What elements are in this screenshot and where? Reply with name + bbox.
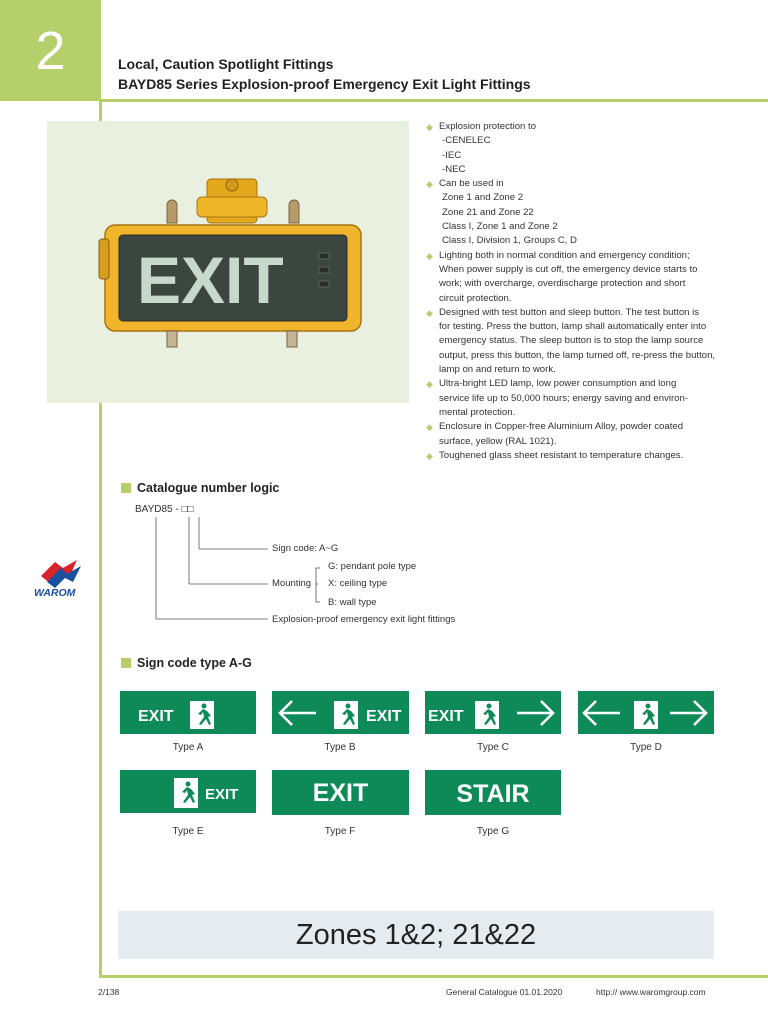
- sign-c-text: EXIT: [428, 708, 464, 725]
- sign-e-text: EXIT: [205, 786, 239, 803]
- sign-code-heading: [121, 656, 252, 670]
- exit-light-fitting-illustration: [47, 121, 409, 403]
- page-title: Local, Caution Spotlight Fittings: [118, 56, 334, 72]
- feature-line: for testing. Press the button, lamp shall automatically enter into: [439, 321, 707, 333]
- sign-type-c: [425, 691, 561, 734]
- mount-g-label: G: pendant pole type: [328, 561, 417, 572]
- feature-line: Toughened glass sheet resistant to temperature changes.: [439, 449, 684, 461]
- sign-g-label: Type G: [476, 826, 510, 837]
- frame-top-line: [101, 99, 768, 102]
- feature-line: When power supply is cut off, the emergency device starts to: [439, 263, 698, 275]
- sign-type-b: [272, 691, 409, 734]
- feature-line: emergency status. The sleep button is to stop the lamp source: [439, 335, 704, 347]
- feature-line: work; with overcharge, overdischarge protection and short: [439, 278, 686, 290]
- page-number: 2/138: [98, 987, 120, 997]
- feature-line: Ultra-bright LED lamp, low power consumption and long: [439, 378, 677, 390]
- catalogue-model: BAYD85 - □□: [135, 504, 194, 515]
- sign-type-d: [578, 691, 714, 734]
- sign-a-label: Type A: [172, 742, 204, 753]
- diamond-bullet-icon: ◆: [426, 250, 433, 261]
- diamond-bullet-icon: ◆: [426, 422, 433, 433]
- sign-d-label: Type D: [630, 742, 662, 753]
- feature-line: output, press this button, the lamp turned off, re-press the button,: [439, 349, 716, 361]
- feature-item: [426, 420, 718, 449]
- feature-line: Enclosure in Copper-free Aluminium Alloy, powder coated: [439, 421, 684, 433]
- feature-line: Class I, Zone 1 and Zone 2: [442, 221, 558, 233]
- feature-line: -CENELEC: [442, 135, 491, 147]
- zones-banner: Zones 1&2; 21&22: [118, 911, 714, 959]
- diamond-bullet-icon: ◆: [426, 450, 433, 461]
- mount-b-label: B: wall type: [328, 597, 377, 608]
- sign-e-label: Type E: [172, 826, 204, 837]
- feature-line: Can be used in: [439, 178, 504, 190]
- feature-line: Zone 21 and Zone 22: [442, 206, 534, 218]
- photo-exit-text: EXIT: [137, 243, 284, 317]
- fitting-label: Explosion-proof emergency exit light fittings: [272, 614, 456, 625]
- heading-square-icon: [121, 483, 131, 493]
- feature-line: lamp on and return to work.: [439, 364, 556, 376]
- feature-line: mental protection.: [439, 406, 516, 418]
- sign-a-text: EXIT: [138, 708, 174, 725]
- catalogue-heading: [121, 481, 279, 495]
- sign-type-e: [120, 770, 256, 813]
- sign-c-label: Type C: [477, 742, 509, 753]
- features-list: [426, 120, 718, 463]
- product-photo: [47, 121, 409, 403]
- diamond-bullet-icon: ◆: [426, 122, 433, 132]
- feature-line: Explosion protection to: [439, 121, 537, 132]
- sign-type-a: [120, 691, 256, 734]
- frame-bottom-line: [99, 975, 768, 978]
- feature-line: Zone 1 and Zone 2: [442, 192, 524, 204]
- feature-item: [426, 120, 718, 177]
- mount-x-label: X: ceiling type: [328, 578, 388, 589]
- feature-item: [426, 177, 718, 248]
- diamond-bullet-icon: ◆: [426, 379, 433, 390]
- sign-b-label: Type B: [324, 742, 356, 753]
- feature-item: [426, 249, 718, 306]
- feature-line: service life up to 50,000 hours; energy saving and environ-: [439, 392, 689, 404]
- diamond-bullet-icon: ◆: [426, 307, 433, 318]
- feature-line: -NEC: [442, 163, 466, 175]
- diamond-bullet-icon: ◆: [426, 179, 433, 190]
- catalogue-heading-text: Catalogue number logic: [137, 481, 280, 495]
- feature-line: Lighting both in normal condition and emergency condition;: [439, 249, 690, 261]
- sign-b-text: EXIT: [366, 708, 402, 725]
- feature-line: circuit protection.: [439, 292, 512, 304]
- mounting-label: Mounting: [272, 578, 312, 589]
- feature-item: [426, 449, 718, 463]
- feature-line: surface, yellow (RAL 1021).: [439, 435, 557, 447]
- page-subtitle: BAYD85 Series Explosion-proof Emergency Exit Light Fittings: [118, 76, 531, 92]
- catalogue-date: General Catalogue 01.01.2020: [446, 987, 563, 997]
- sign-type-f: [272, 770, 409, 815]
- sign-g-text: STAIR: [456, 780, 530, 808]
- feature-line: Designed with test button and sleep button. The test button is: [439, 306, 700, 318]
- sign-f-text: EXIT: [312, 779, 369, 807]
- feature-item: [426, 377, 718, 420]
- section-number: 2: [35, 20, 66, 81]
- sign-type-g: [425, 770, 561, 815]
- logo-text: WAROM: [34, 587, 76, 599]
- feature-item: [426, 306, 718, 377]
- heading-square-icon: [121, 658, 131, 668]
- sign-code-heading-text: Sign code type A-G: [137, 656, 252, 670]
- website-link[interactable]: http:// www.waromgroup.com: [596, 987, 706, 997]
- sign-code-label: Sign code: A~G: [272, 543, 339, 554]
- feature-line: -IEC: [442, 149, 462, 161]
- feature-line: Class I, Division 1, Groups C, D: [442, 235, 577, 247]
- sign-f-label: Type F: [324, 826, 356, 837]
- warom-logo: [33, 558, 93, 600]
